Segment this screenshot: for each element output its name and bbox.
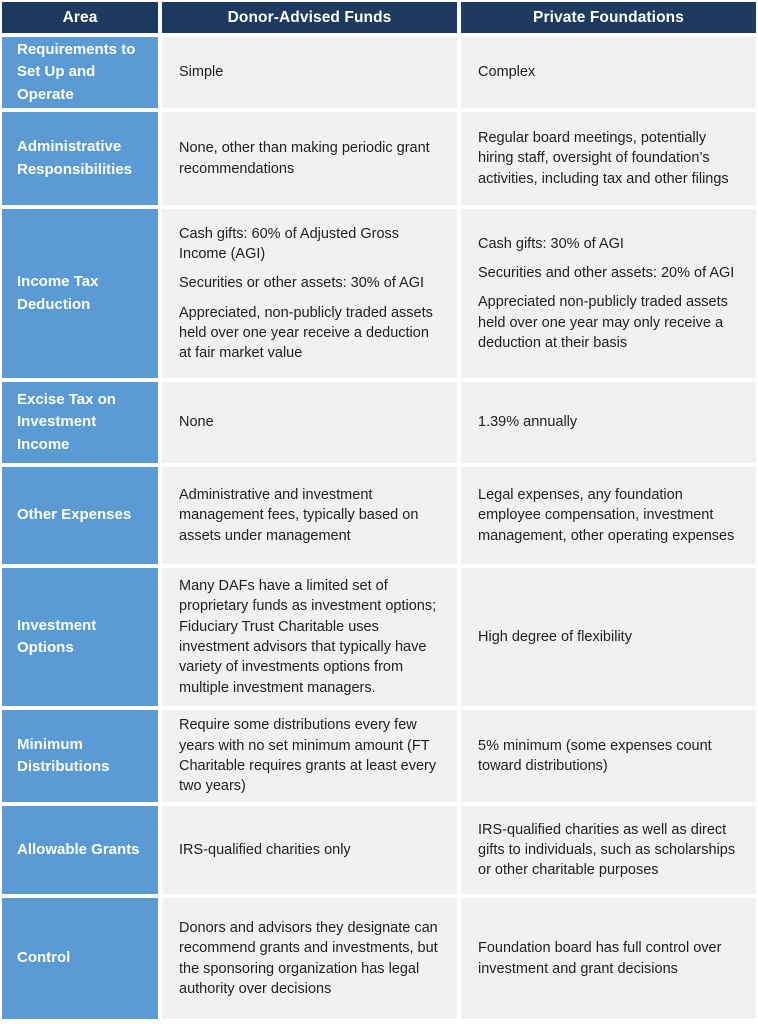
area-cell-income-tax-deduction: Income Tax Deduction xyxy=(2,209,158,378)
area-cell-investment-options: Investment Options xyxy=(2,568,158,706)
daf-cell-minimum-distributions xyxy=(162,710,457,802)
pf-cell-other-expenses xyxy=(461,467,756,564)
area-cell-other-expenses: Other Expenses xyxy=(2,467,158,564)
cell-paragraph: Simple xyxy=(179,64,224,81)
cell-paragraph: Cash gifts: 30% of AGI xyxy=(478,235,624,252)
cell-paragraph: Securities or other assets: 30% of AGI xyxy=(179,275,425,292)
cell-paragraph: Legal expenses, any foundation employee compensation, investment management, other operating expenses xyxy=(478,487,735,544)
pf-cell-requirements xyxy=(461,37,756,108)
daf-cell-investment-options xyxy=(162,568,457,706)
daf-cell-control xyxy=(162,898,457,1019)
cell-paragraph: Administrative and investment management fees, typically based on assets under management xyxy=(179,487,419,544)
header-donor-advised-funds: Donor-Advised Funds xyxy=(162,2,457,33)
cell-paragraph: Securities and other assets: 20% of AGI xyxy=(478,265,735,282)
cell-paragraph: IRS-qualified charities only xyxy=(179,841,351,858)
cell-paragraph: Many DAFs have a limited set of proprietary funds as investment options; Fiduciary Trust Charitable uses investment advisors that typically have variety of investments options from multiple investment managers. xyxy=(179,578,437,696)
header-private-foundations: Private Foundations xyxy=(461,2,756,33)
daf-cell-requirements xyxy=(162,37,457,108)
cell-paragraph: Cash gifts: 60% of Adjusted Gross Income (AGI) xyxy=(179,225,400,262)
pf-cell-allowable-grants xyxy=(461,806,756,894)
pf-cell-administrative xyxy=(461,112,756,205)
daf-cell-income-tax-deduction xyxy=(162,209,457,378)
cell-paragraph: High degree of flexibility xyxy=(478,628,632,645)
cell-paragraph: Foundation board has full control over investment and grant decisions xyxy=(478,940,722,977)
pf-cell-control xyxy=(461,898,756,1019)
daf-cell-other-expenses xyxy=(162,467,457,564)
pf-cell-excise-tax xyxy=(461,382,756,463)
cell-paragraph: Appreciated, non-publicly traded assets held over one year receive a deduction at fair market value xyxy=(179,304,433,362)
area-cell-excise-tax: Excise Tax on Investment Income xyxy=(2,382,158,463)
area-cell-requirements: Requirements to Set Up and Operate xyxy=(2,37,158,108)
daf-cell-administrative xyxy=(162,112,457,205)
cell-paragraph: Donors and advisors they designate can recommend grants and investments, but the sponsoring organization has legal authority over decisions xyxy=(179,919,438,997)
area-cell-control: Control xyxy=(2,898,158,1019)
pf-cell-investment-options xyxy=(461,568,756,706)
comparison-table xyxy=(2,2,756,1019)
cell-paragraph: Require some distributions every few years with no set minimum amount (FT Charitable requires grants at least every two years) xyxy=(179,717,437,795)
cell-paragraph: 1.39% annually xyxy=(478,414,578,431)
area-cell-administrative: Administrative Responsibilities xyxy=(2,112,158,205)
pf-cell-income-tax-deduction xyxy=(461,209,756,378)
cell-paragraph: None, other than making periodic grant recommendations xyxy=(179,140,430,177)
daf-cell-excise-tax xyxy=(162,382,457,463)
cell-paragraph: IRS-qualified charities as well as direct gifts to individuals, such as scholarships or other charitable purposes xyxy=(478,821,736,879)
cell-paragraph: Appreciated non-publicly traded assets held over one year may only receive a deduction at their basis xyxy=(478,294,728,351)
header-area: Area xyxy=(2,2,158,33)
daf-cell-allowable-grants xyxy=(162,806,457,894)
cell-paragraph: None xyxy=(179,414,214,431)
area-cell-minimum-distributions: Minimum Distributions xyxy=(2,710,158,802)
area-cell-allowable-grants: Allowable Grants xyxy=(2,806,158,894)
cell-paragraph: Complex xyxy=(478,64,536,81)
cell-paragraph: 5% minimum (some expenses count toward distributions) xyxy=(478,737,712,774)
pf-cell-minimum-distributions xyxy=(461,710,756,802)
cell-paragraph: Regular board meetings, potentially hiring staff, oversight of foundation’s activities, including tax and other filings xyxy=(478,130,729,187)
